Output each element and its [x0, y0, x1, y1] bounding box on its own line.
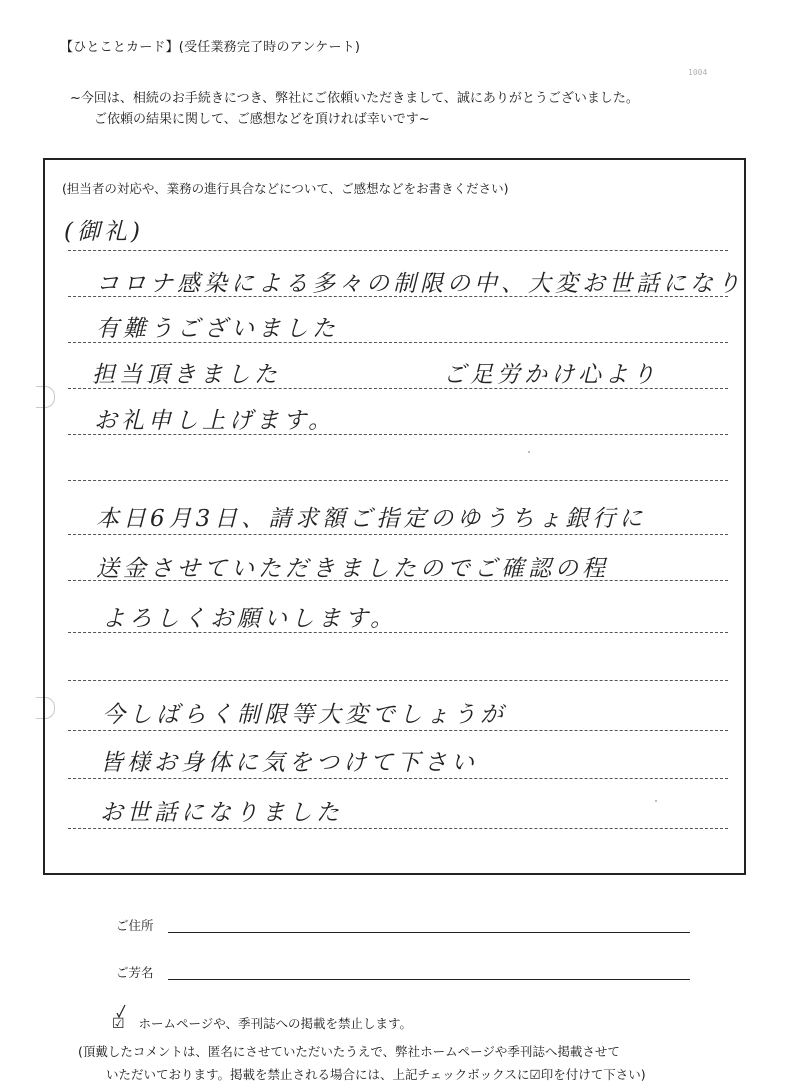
- handwritten-line: 皆様お身体に気をつけて下さい: [100, 750, 478, 776]
- checkbox-icon: ☑: [112, 1016, 125, 1032]
- note-line-1: (頂戴したコメントは、匿名にさせていただいたうえで、弊社ホームページや季刊誌へ掲載させて: [78, 1044, 620, 1059]
- intro-line-1: ~今回は、相続のお手続きにつき、弊社にご依頼いただきまして、誠にありがとうございました。: [70, 91, 639, 106]
- handwritten-line: お世話になりました: [100, 800, 343, 826]
- handwritten-line: よろしくお願いします。: [102, 606, 398, 632]
- writing-line: [68, 828, 728, 829]
- handwritten-line: 本日6月3日、請求額ご指定のゆうちょ銀行に: [96, 506, 647, 532]
- consent-note: [78, 1040, 646, 1086]
- address-field[interactable]: [168, 932, 690, 933]
- address-label: ご住所: [116, 918, 154, 933]
- handwritten-line: 担当頂きました ご足労かけ心より: [92, 362, 659, 388]
- handwritten-line: (御礼): [64, 219, 144, 245]
- handwritten-line: 有難うございました: [96, 316, 339, 342]
- handwritten-line: お礼申し上げます。: [94, 408, 336, 434]
- consent-label: ホームページや、季刊誌への掲載を禁止します。: [138, 1016, 413, 1031]
- writing-line: [68, 250, 728, 251]
- note-line-2: いただいております。掲載を禁止される場合には、上記チェックボックスに☑印を付けて下さい): [106, 1067, 646, 1082]
- card-title: 【ひとことカード】(受任業務完了時のアンケート): [60, 40, 361, 55]
- name-label: ご芳名: [116, 965, 154, 980]
- handwritten-line: 送金させていただきましたのでご確認の程: [96, 556, 609, 582]
- handwritten-line: コロナ感染による多々の制限の中、大変お世話になり: [96, 271, 744, 297]
- comment-instruction: (担当者の対応や、業務の進行具合などについて、ご感想などをお書きください): [62, 181, 509, 196]
- writing-line: [68, 480, 728, 481]
- document-number: 1004: [688, 68, 708, 77]
- intro-text: [70, 88, 639, 130]
- check-mark-icon: [116, 1004, 126, 1018]
- consent-row: [112, 1014, 412, 1032]
- name-field[interactable]: [168, 979, 690, 980]
- handwritten-line: 今しばらく制限等大変でしょうが: [102, 702, 507, 728]
- intro-line-2: ご依頼の結果に関して、ご感想などを頂ければ幸いです~: [94, 112, 430, 127]
- writing-line: [68, 680, 728, 681]
- writing-line: [68, 534, 728, 535]
- scan-speck: [655, 800, 657, 802]
- consent-checkbox[interactable]: [112, 1016, 125, 1032]
- writing-line: [68, 730, 728, 731]
- scan-speck: [528, 451, 530, 453]
- writing-line: [68, 778, 728, 779]
